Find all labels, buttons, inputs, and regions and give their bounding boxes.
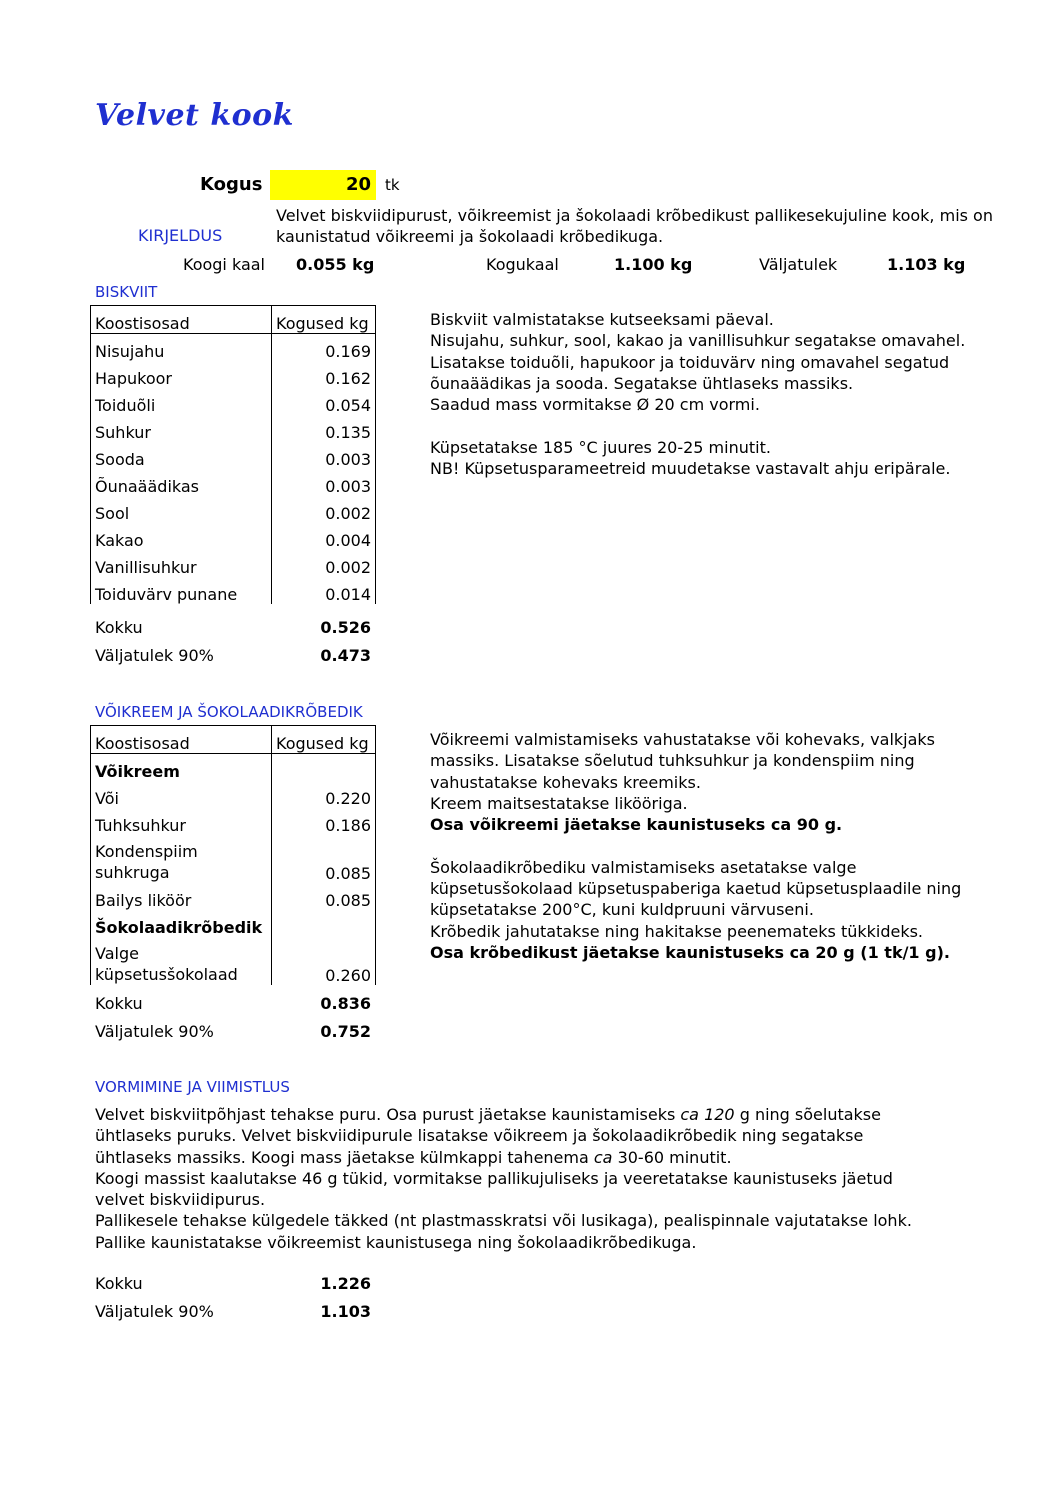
paragraph: Koogi massist kaalutakse 46 g tükid, vormitakse pallikujuliseks ja veeretatakse kaunistuseks jäetud velvet biskviidipurus. bbox=[95, 1168, 893, 1210]
text-run-italic: ca bbox=[593, 1147, 613, 1167]
ingredient-name: Kakao bbox=[91, 523, 272, 550]
ingredient-name-line: suhkruga bbox=[95, 863, 170, 882]
instruction-line bbox=[430, 415, 965, 436]
instruction-line: Võikreemi valmistamiseks vahustatakse või kohevaks, valkjaks bbox=[430, 730, 936, 749]
ingredient-amount: 0.003 bbox=[272, 442, 376, 469]
kogukaal-value: 1.100 kg bbox=[614, 255, 693, 274]
text-run: 30-60 minutit. bbox=[612, 1147, 732, 1167]
biskviit-instructions bbox=[430, 309, 965, 479]
text-run: Velvet biskviitpõhjast tehakse puru. Osa purust jäetakse kaunistamiseks bbox=[95, 1105, 681, 1124]
voikreem-table bbox=[90, 725, 376, 985]
instruction-line: Saadud mass vormitakse Ø 20 cm vormi. bbox=[430, 395, 760, 415]
kogukaal-label: Kogukaal bbox=[486, 255, 559, 274]
valjatulek-value: 1.103 kg bbox=[887, 255, 966, 274]
col-header-amounts: Kogused kg bbox=[272, 306, 376, 334]
paragraph bbox=[95, 1104, 925, 1168]
description-line: kaunistatud võikreemi ja šokolaadi krõbedikuga. bbox=[276, 227, 664, 246]
spacer bbox=[430, 835, 961, 856]
ingredient-name-line: Valge bbox=[95, 944, 139, 963]
yield-value: 0.752 bbox=[320, 1022, 371, 1041]
instruction-line: vahustatakse kohevaks kreemiks. bbox=[430, 772, 701, 792]
yield-value: 0.473 bbox=[320, 646, 371, 665]
valjatulek-label: Väljatulek bbox=[759, 255, 838, 274]
total-value: 1.226 bbox=[320, 1274, 371, 1293]
instruction-line: küpsetatakse 200°C, kuni kuldpruuni värvuseni. bbox=[430, 900, 814, 920]
paragraph: Pallike kaunistatakse võikreemist kaunistusega ning šokolaadikrõbedikuga. bbox=[95, 1232, 697, 1252]
ingredient-amount: 0.220 bbox=[272, 781, 376, 808]
instruction-line: Küpsetatakse 185 °C juures 20-25 minutit. bbox=[430, 437, 771, 457]
ingredient-amount: 0.260 bbox=[272, 937, 376, 985]
text-run: g ning sõelutakse ühtlaseks puruks. Velvet biskviidipurule lisatakse võikreem ja šokolaadikrõbedik ning segatakse ühtlaseks massiks. Koogi mass jäetakse külmkappi tahenema bbox=[95, 1105, 881, 1167]
instruction-line-bold: Osa krõbedikust jäetakse kaunistuseks ca 20 g (1 tk/1 g). bbox=[430, 942, 950, 962]
ingredient-name bbox=[91, 937, 272, 985]
koogi-kaal-value: 0.055 kg bbox=[296, 255, 375, 274]
total-value: 0.836 bbox=[320, 994, 371, 1013]
ingredient-amount: 0.002 bbox=[272, 550, 376, 577]
ingredient-amount: 0.014 bbox=[272, 577, 376, 604]
ingredient-name: Toiduvärv punane bbox=[91, 577, 272, 604]
biskviit-table bbox=[90, 305, 376, 604]
ingredient-name: Hapukoor bbox=[91, 361, 272, 388]
ingredient-amount: 0.135 bbox=[272, 415, 376, 442]
section-title-biskviit: BISKVIIT bbox=[95, 283, 158, 301]
kirjeldus-label: KIRJELDUS bbox=[138, 226, 223, 245]
ingredient-name: Vanillisuhkur bbox=[91, 550, 272, 577]
yield-label: Väljatulek 90% bbox=[95, 646, 214, 665]
instruction-line: Biskviit valmistatakse kutseeksami päeval. bbox=[430, 310, 774, 329]
instruction-line: Kreem maitsestatakse likööriga. bbox=[430, 793, 688, 813]
instruction-line: õunaäädikas ja sooda. Segatakse ühtlaseks massiks. bbox=[430, 373, 854, 393]
text-run-italic: ca 120 bbox=[680, 1105, 735, 1124]
ingredient-amount: 0.003 bbox=[272, 469, 376, 496]
koogi-kaal-label: Koogi kaal bbox=[183, 255, 265, 274]
description bbox=[276, 205, 993, 247]
ingredient-amount: 0.169 bbox=[272, 334, 376, 362]
kogus-unit: tk bbox=[385, 176, 400, 194]
ingredient-name: Õunaäädikas bbox=[91, 469, 272, 496]
total-value: 0.526 bbox=[320, 618, 371, 637]
description-line: Velvet biskviidipurust, võikreemist ja šokolaadi krõbedikust pallikesekujuline kook, mis on bbox=[276, 206, 993, 225]
ingredient-amount: 0.085 bbox=[272, 883, 376, 910]
ingredient-name: Või bbox=[91, 781, 272, 808]
instruction-line: Krõbedik jahutatakse ning hakitakse peenemateks tükkideks. bbox=[430, 921, 924, 941]
vormimine-text bbox=[95, 1104, 995, 1253]
col-header-amounts: Kogused kg bbox=[272, 726, 376, 754]
kogus-value[interactable]: 20 bbox=[345, 174, 371, 195]
page-title: Velvet kook bbox=[95, 98, 294, 133]
ingredient-amount: 0.162 bbox=[272, 361, 376, 388]
ingredient-amount: 0.186 bbox=[272, 808, 376, 835]
col-header-ingredients: Koostisosad bbox=[91, 726, 272, 754]
ingredient-amount: 0.002 bbox=[272, 496, 376, 523]
ingredient-name: Sooda bbox=[91, 442, 272, 469]
section-title-voikreem: VÕIKREEM JA ŠOKOLAADIKRÕBEDIK bbox=[95, 703, 363, 721]
instruction-line: Nisujahu, suhkur, sool, kakao ja vanillisuhkur segatakse omavahel. bbox=[430, 331, 966, 351]
subheading-sokolaad: Šokolaadikrõbedik bbox=[91, 910, 272, 937]
instruction-line: NB! Küpsetusparameetreid muudetakse vastavalt ahju eripärale. bbox=[430, 459, 951, 479]
ingredient-name: Suhkur bbox=[91, 415, 272, 442]
ingredient-amount: 0.085 bbox=[272, 835, 376, 883]
kogus-label: Kogus bbox=[200, 174, 263, 195]
section-title-vormimine: VORMIMINE JA VIIMISTLUS bbox=[95, 1078, 290, 1096]
ingredient-name-line: küpsetusšokolaad bbox=[95, 965, 238, 984]
ingredient-name bbox=[91, 835, 272, 883]
empty-cell bbox=[272, 754, 376, 782]
total-label: Kokku bbox=[95, 1274, 143, 1293]
ingredient-name: Bailys liköör bbox=[91, 883, 272, 910]
empty-cell bbox=[272, 910, 376, 937]
instruction-line: massiks. Lisatakse sõelutud tuhksuhkur ja kondenspiim ning bbox=[430, 751, 915, 771]
instruction-line-bold: Osa võikreemi jäetakse kaunistuseks ca 90 g. bbox=[430, 815, 843, 835]
total-label: Kokku bbox=[95, 618, 143, 637]
col-header-ingredients: Koostisosad bbox=[91, 306, 272, 334]
subheading-voikreem: Võikreem bbox=[91, 754, 272, 782]
instruction-line: küpsetusšokolaad küpsetuspaberiga kaetud küpsetusplaadile ning bbox=[430, 879, 962, 899]
ingredient-name: Toiduõli bbox=[91, 388, 272, 415]
ingredient-name: Sool bbox=[91, 496, 272, 523]
instruction-line: Šokolaadikrõbediku valmistamiseks asetatakse valge bbox=[430, 857, 857, 877]
instruction-line: Lisatakse toiduõli, hapukoor ja toiduvärv ning omavahel segatud bbox=[430, 352, 950, 372]
total-label: Kokku bbox=[95, 994, 143, 1013]
ingredient-amount: 0.054 bbox=[272, 388, 376, 415]
yield-label: Väljatulek 90% bbox=[95, 1302, 214, 1321]
yield-value: 1.103 bbox=[320, 1302, 371, 1321]
ingredient-name-line: Kondenspiim bbox=[95, 842, 198, 861]
ingredient-amount: 0.004 bbox=[272, 523, 376, 550]
yield-label: Väljatulek 90% bbox=[95, 1022, 214, 1041]
ingredient-name: Tuhksuhkur bbox=[91, 808, 272, 835]
paragraph: Pallikesele tehakse külgedele täkked (nt plastmasskratsi või lusikaga), pealispinnale vajutatakse lohk. bbox=[95, 1211, 912, 1231]
voikreem-instructions bbox=[430, 729, 961, 963]
ingredient-name: Nisujahu bbox=[91, 334, 272, 362]
